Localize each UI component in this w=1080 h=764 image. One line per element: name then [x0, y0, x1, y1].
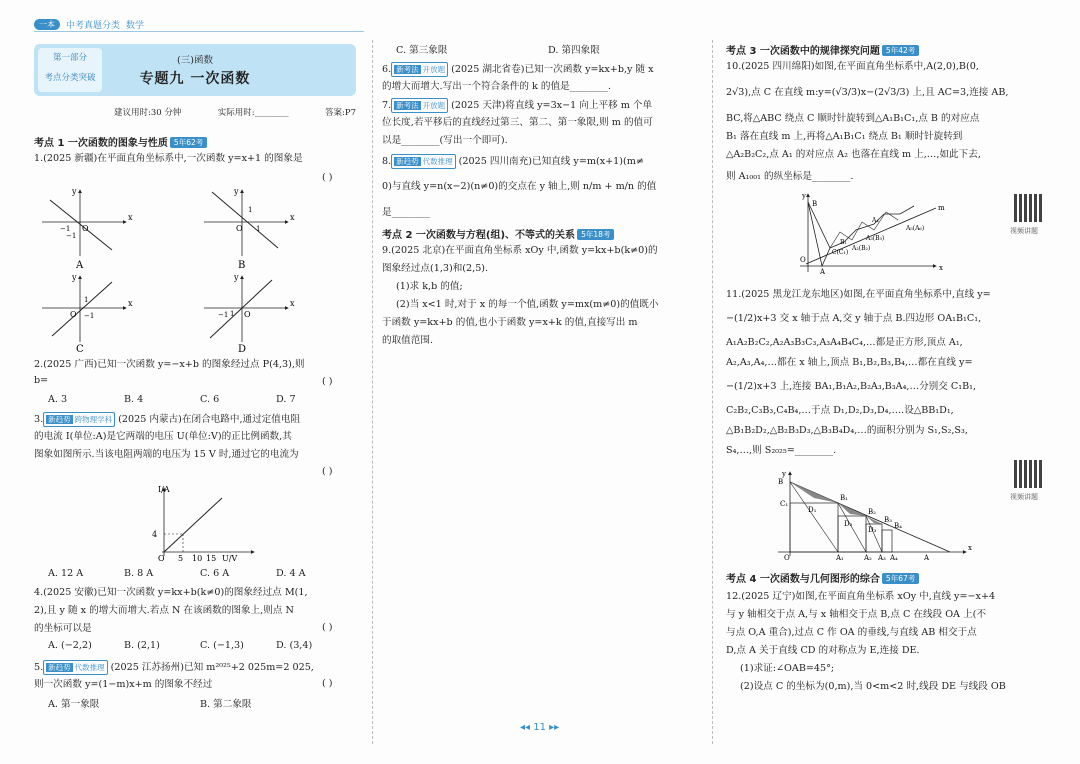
graph-a	[42, 187, 133, 271]
q5-text: 5. 新趋势 代数推理 (2025 江苏扬州)已知 m²⁰²⁵+2 025m=2 025,	[34, 662, 314, 673]
graph-d	[204, 273, 295, 352]
graph-label: A	[76, 260, 84, 271]
answer-paren: ( )	[322, 172, 333, 183]
q10-text-cont: 则 A₁₀₀₁ 的纵坐标是________.	[726, 171, 854, 182]
q12-text-cont: D,点 A 关于直线 CD 的对称点为 E,连接 DE.	[726, 645, 920, 656]
svg-text:O: O	[70, 310, 77, 319]
svg-text:O: O	[244, 310, 251, 319]
page-number: ◂◂ 11 ▸▸	[520, 722, 560, 733]
graph-label: B	[238, 260, 246, 271]
svg-text:A₃(B₃): A₃(B₃)	[866, 235, 885, 242]
svg-text:y: y	[234, 273, 239, 282]
svg-text:m: m	[938, 204, 945, 212]
svg-text:x: x	[290, 299, 295, 308]
svg-text:x: x	[939, 264, 943, 272]
svg-text:A₃: A₃	[878, 554, 886, 560]
svg-text:O: O	[158, 554, 165, 563]
q4-text: 4.(2025 安徽)已知一次函数 y=kx+b(k≠0)的图象经过点 M(1,	[34, 587, 308, 598]
q9-part2: (2)当 x<1 时,对于 x 的每一个值,函数 y=mx(m≠0)的值既小	[396, 299, 659, 310]
q10-rotation-figure	[796, 190, 946, 276]
svg-text:−1: −1	[60, 225, 71, 233]
svg-text:x: x	[290, 213, 295, 222]
svg-text:A₂(B₂): A₂(B₂)	[852, 245, 871, 252]
q11-text-cont: −(1/2)x+3 交 x 轴于点 A,交 y 轴于点 B.四边形 OA₁B₁C₁,	[726, 313, 982, 324]
q10-text: 10.(2025 四川绵阳)如图,在平面直角坐标系中,A(2,0),B(0,	[726, 61, 979, 72]
q12-part1: (1)求证:∠OAB=45°;	[740, 663, 835, 674]
q12-text-cont: 与点 O,A 重合),过点 C 作 OA 的垂线,与直线 AB 相交于点	[726, 627, 977, 638]
q11-text-cont: A₂,A₃,A₄,…都在 x 轴上,顶点 B₁,B₂,B₃,B₄,…都在直线 y=	[726, 357, 973, 368]
answer-paren: ( )	[322, 622, 333, 633]
part-label: 第一部分 考点分类突破	[38, 48, 102, 92]
q5-options: A. 第一象限 B. 第二象限	[48, 699, 252, 710]
svg-text:x: x	[128, 213, 133, 222]
svg-text:B₃: B₃	[884, 516, 892, 524]
q5-options-cont: C. 第三象限 D. 第四象限	[396, 45, 600, 56]
svg-text:−1: −1	[66, 232, 77, 240]
q1-text: 1.(2025 新疆)在平面直角坐标系中,一次函数 y=x+1 的图象是	[34, 153, 303, 164]
svg-text:15: 15	[206, 554, 217, 563]
svg-text:y: y	[802, 192, 806, 200]
q4-text-cont: 的坐标可以是	[34, 623, 92, 634]
q10-text-cont: B₁ 落在直线 m 上,再将△A₁B₁C₁ 绕点 B₁ 顺时针旋转到	[726, 131, 963, 142]
q6-text-cont: 的增大而增大.写出一个符合条件的 k 的值是________.	[382, 81, 612, 92]
q8-text-cont: 是________	[382, 207, 430, 218]
q7-text-cont: 以是________(写出一个即可).	[382, 135, 508, 146]
svg-text:1: 1	[248, 206, 253, 214]
q11-text: 11.(2025 黑龙江龙东地区)如图,在平面直角坐标系中,直线 y=	[726, 289, 991, 300]
q5-text-cont: 则一次函数 y=(1−m)x+m 的图象不经过	[34, 679, 213, 690]
svg-text:D₁: D₁	[808, 506, 817, 514]
q11-squares-figure	[774, 468, 974, 560]
svg-text:A₂: A₂	[864, 554, 872, 560]
svg-text:1: 1	[230, 310, 235, 318]
q8-text: 8. 新趋势 代数推理 (2025 四川南充)已知直线 y=m(x+1)(m≠	[382, 156, 644, 167]
q7-text: 7. 新考法 开放题 (2025 天津)将直线 y=3x−1 向上平移 m 个单	[382, 100, 653, 111]
subject: 数学	[126, 21, 145, 31]
graph-b	[204, 187, 295, 271]
svg-text:B₂: B₂	[868, 508, 876, 516]
q11-text-cont: C₂B₂,C₃B₃,C₄B₄,…于点 D₁,D₂,D₃,D₄,….设△BB₁D₁,	[726, 405, 954, 416]
svg-text:I/A: I/A	[158, 485, 170, 494]
time-row: 建议用时:30 分钟 实际用时:________ 答案:P7	[114, 108, 356, 118]
q11-text-cont: S₄,…,则 S₂₀₂₅=________.	[726, 445, 837, 456]
q10-text-cont: △A₂B₂C₂,点 A₁ 的对应点 A₂ 也落在直线 m 上,…,如此下去,	[726, 149, 981, 160]
q9-text-cont: 图象经过点(1,3)和(2,5).	[382, 263, 489, 274]
svg-text:4: 4	[152, 530, 158, 539]
answer-paren: ( )	[322, 466, 333, 477]
running-header	[34, 18, 144, 31]
svg-text:y: y	[234, 187, 239, 196]
svg-text:A₅(A₆): A₅(A₆)	[906, 225, 925, 232]
svg-text:B₄: B₄	[894, 522, 902, 530]
svg-text:B: B	[778, 478, 784, 486]
svg-text:A: A	[820, 268, 826, 276]
answer-paren: ( )	[322, 678, 333, 689]
q9-part1: (1)求 k,b 的值;	[396, 281, 463, 292]
q12-part2: (2)设点 C 的坐标为(0,m),当 0<m<2 时,线段 DE 与线段 OB	[740, 681, 1006, 692]
header-rule	[34, 31, 364, 32]
page-title: 专题九 一次函数	[139, 71, 251, 87]
svg-text:O: O	[236, 224, 243, 233]
q12-text: 12.(2025 辽宁)如图,在平面直角坐标系 xOy 中,直线 y=−x+4	[726, 591, 996, 602]
book-tag: 一本	[34, 19, 60, 30]
q10-text-cont: 2√3),点 C 在直线 m:y=(√3/3)x−(2√3/3) 上,且 AC=3,连接 AB,	[726, 87, 1009, 98]
topic-banner	[34, 44, 356, 96]
q3-current-voltage-graph	[150, 482, 260, 564]
svg-text:x: x	[968, 544, 972, 552]
svg-text:5: 5	[178, 554, 184, 563]
video-caption: 视频讲题	[1010, 227, 1038, 235]
q9-part2-cont: 于函数 y=kx+b 的值,也小于函数 y=x+k 的值,直接写出 m	[382, 317, 638, 328]
svg-text:−1: −1	[218, 311, 229, 319]
svg-text:O: O	[784, 554, 790, 560]
q12-text-cont: 与 y 轴相交于点 A,与 x 轴相交于点 B,点 C 在线段 OA 上(不	[726, 609, 986, 620]
qr-code[interactable]	[1014, 460, 1042, 488]
q8-text-cont: 0)与直线 y=n(x−2)(n≠0)的交点在 y 轴上,则 n/m + m/n 的值	[382, 181, 657, 192]
svg-text:A₄: A₄	[890, 554, 898, 560]
q4-options: A. (−2,2) B. (2,1) C. (−1,3) D. (3,4)	[48, 640, 313, 651]
svg-text:y: y	[782, 470, 786, 478]
q4-text-cont: 2),且 y 随 x 的增大而增大.若点 N 在该函数的图象上,则点 N	[34, 605, 294, 616]
q6-text: 6. 新考法 开放题 (2025 湖北省卷)已知一次函数 y=kx+b,y 随 x	[382, 64, 654, 75]
q10-text-cont: BC,将△ABC 绕点 C 顺时针旋转到△A₁B₁C₁,点 B 的对应点	[726, 113, 980, 124]
q3-text: 3. 新趋势 跨物理学科 (2025 内蒙古)在闭合电路中,通过定值电阻	[34, 414, 301, 425]
q2-text: 2.(2025 广西)已知一次函数 y=−x+b 的图象经过点 P(4,3),则	[34, 359, 305, 370]
svg-text:O: O	[82, 224, 89, 233]
series-title: 中考真题分类	[66, 21, 121, 31]
q1-graphs	[36, 186, 356, 352]
svg-text:U/V: U/V	[222, 554, 238, 563]
svg-text:y: y	[72, 187, 77, 196]
q3-text-cont: 图象如图所示.当该电阻两端的电压为 15 V 时,通过它的电流为	[34, 449, 299, 460]
q11-text-cont: A₁A₂B₂C₂,A₂A₃B₃C₃,A₃A₄B₄C₄,…都是正方形,顶点 A₁,	[726, 337, 963, 348]
section-heading-1: 考点 1 一次函数的图象与性质 5年62考	[34, 134, 207, 149]
graph-c	[42, 273, 133, 352]
column-divider	[372, 40, 373, 744]
q2-text-cont: b=	[34, 375, 49, 386]
svg-text:D₃: D₃	[868, 526, 877, 534]
svg-text:C(C₁): C(C₁)	[832, 249, 849, 256]
video-caption: 视频讲题	[1010, 493, 1038, 501]
banner-subtitle: (三)函数	[177, 55, 213, 66]
q7-text-cont: 位长度,若平移后的直线经过第三、第二、第一象限,则 m 的值可	[382, 117, 653, 128]
qr-code[interactable]	[1014, 194, 1042, 222]
svg-text:D₂: D₂	[844, 520, 853, 528]
svg-text:1: 1	[84, 296, 89, 304]
svg-text:A: A	[924, 554, 930, 560]
svg-text:y: y	[72, 273, 77, 282]
answer-paren: ( )	[322, 376, 333, 387]
svg-text:10: 10	[192, 554, 203, 563]
svg-text:C₁: C₁	[780, 500, 789, 508]
svg-text:−1: −1	[84, 312, 95, 320]
q9-part2-cont: 的取值范围.	[382, 335, 434, 346]
graph-label: C	[76, 344, 84, 352]
q3-options: A. 12 A B. 8 A C. 6 A D. 4 A	[48, 568, 306, 579]
section-heading-3: 考点 3 一次函数中的规律探究问题 5年42考	[726, 42, 919, 57]
q11-text-cont: −(1/2)x+3 上,连接 BA₁,B₁A₂,B₂A₃,B₃A₄,…分别交 C₁B₁,	[726, 381, 977, 392]
svg-text:B: B	[812, 200, 818, 208]
svg-text:B₁: B₁	[840, 494, 848, 502]
graph-label: D	[238, 344, 247, 352]
svg-text:B₁: B₁	[840, 239, 847, 246]
column-divider	[712, 40, 713, 744]
q2-options: A. 3 B. 4 C. 6 D. 7	[48, 394, 296, 405]
q3-text-cont: 的电流 I(单位:A)是它两端的电压 U(单位:V)的正比例函数,其	[34, 431, 292, 442]
svg-text:x: x	[128, 299, 133, 308]
svg-text:A₄: A₄	[872, 217, 879, 224]
section-heading-4: 考点 4 一次函数与几何图形的综合 5年67考	[726, 570, 919, 585]
q11-text-cont: △B₁B₂D₂,△B₂B₃D₃,△B₃B₄D₄,…的面积分别为 S₁,S₂,S₃,	[726, 425, 968, 436]
q9-text: 9.(2025 北京)在平面直角坐标系 xOy 中,函数 y=kx+b(k≠0)的	[382, 245, 658, 256]
svg-text:O: O	[800, 256, 806, 264]
svg-text:1: 1	[256, 225, 261, 233]
section-heading-2: 考点 2 一次函数与方程(组)、不等式的关系 5年18考	[382, 226, 614, 241]
svg-text:A₁: A₁	[836, 554, 844, 560]
